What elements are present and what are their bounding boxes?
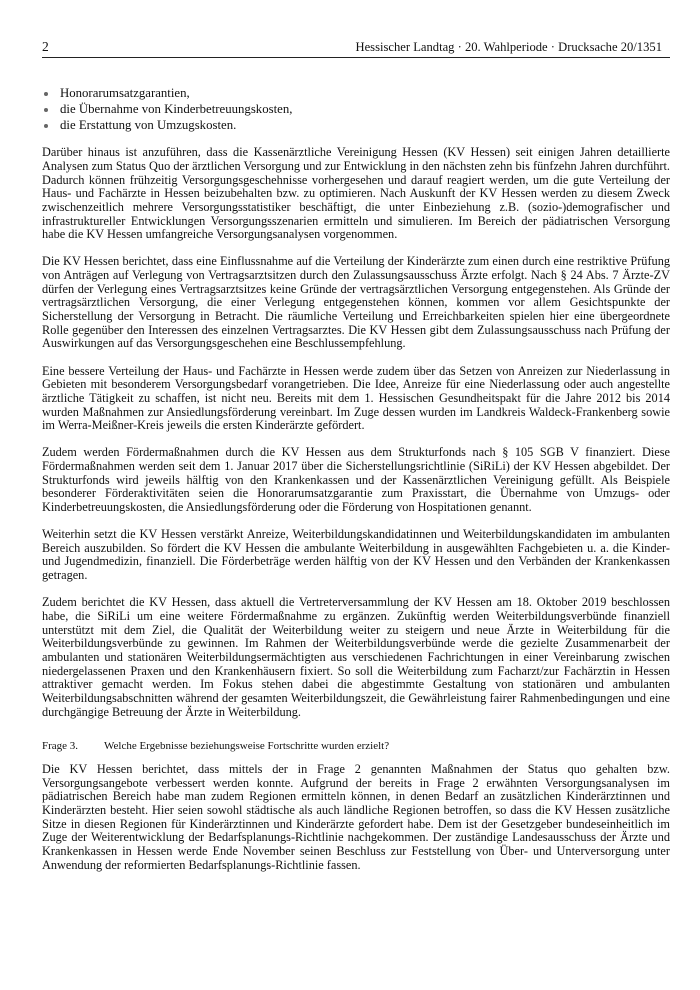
running-head: Hessischer Landtag · 20. Wahlperiode · Drucksache 20/1351 — [355, 40, 662, 54]
bullet-icon — [44, 92, 48, 96]
paragraph-relocation: Die KV Hessen berichtet, dass eine Einflussnahme auf die Verteilung der Kinderärzte zum einen durch eine restriktive Prüfung von Anträgen auf Verlegung von Vertragsarztsitzen durch den Zulassungsausschuss Ärzte erfolgt. Nach § 24 Abs. 7 Ärzte-ZV dürfen der Verlegung eines Vertragsarztsitzes keine Gründe der vertragsärztlichen Versorgung entgegenstehen. Als Gründe der vertragsärztlichen Versorgung, die einer Verlegung entgegenstehen können, kommen vor allem Gesichtspunkte der Sicherstellung der Versorgung in Betracht. Die räumliche Verteilung und Erreichbarkeiten spielen hier eine übergeordnete Rolle gegenüber den Interessen des einzelnen Vertragsarztes. Die KV Hessen gibt dem Zulassungsausschuss nach Prüfung der Auswirkungen auf das Versorgungsgeschehen eine Beschlussempfehlung. — [42, 254, 670, 351]
list-item: Honorarumsatzgarantien, — [42, 86, 670, 102]
paragraph-incentives: Eine bessere Verteilung der Haus- und Fachärzte in Hessen werde zudem über das Setzen von Anreizen zur Niederlassung in Gebieten mit besonderem Versorgungsbedarf vorangetrieben. Die Idee, Anreize für eine Niederlassung oder auch angestellte ärztliche Tätigkeit zu schaffen, ist nicht neu. Bereits mit dem 1. Hessischen Gesundheitspakt für die Jahre 2012 bis 2014 wurden Maßnahmen zur Ansiedlungsförderung vereinbart. Im Zuge dessen wurden im Landkreis Waldeck-Frankenberg sowie im Werra-Meißner-Kreis jeweils die ersten Kinderärzte gefördert. — [42, 363, 670, 433]
paragraph-analyses: Darüber hinaus ist anzuführen, dass die Kassenärztliche Vereinigung Hessen (KV Hessen) seit einigen Jahren detaillierte Analysen zum Status Quo der ärztlichen Versorgung und zur Entwicklung in den nächsten zehn bis fünfzehn Jahren durchführt. Dadurch können frühzeitig Versorgungsgeschehnisse vorhergesehen und darauf reagiert werden, um die gute Verteilung der Haus- und Fachärzte in Hessen beizubehalten bzw. zu optimieren. Nach Auskunft der KV Hessen werden zu diesem Zweck zwischenzeitlich mehrere Versorgungsstatistiker beschäftigt, die unter Einbeziehung z.B. (sozio-)demografischer und infrastruktureller Entwicklungen Versorgungsszenarien ermitteln und simulieren. Im Bereich der pädiatrischen Versorgung habe die KV Hessen umfangreiche Versorgungsanalysen vorgenommen. — [42, 145, 670, 242]
paragraph-training-networks: Zudem berichtet die KV Hessen, dass aktuell die Vertreterversammlung der KV Hessen am 18. Oktober 2019 beschlossen habe, die SiRiLi um eine weitere Fördermaßnahme zu ergänzen. Zukünftig werden Weiterbildungsverbünde finanziell unterstützt mit dem Ziel, die Qualität der Weiterbildung weiter zu steigern und neue Ärzte in Weiterbildung für die Weiterbildungsverbünde zu gewinnen. Im Rahmen der Weiterbildungsverbünde werde die gezielte Zusammenarbeit der ambulanten und stationären Weiterbildungsermächtigten aus verschiedenen Fachrichtungen in einer Vereinbarung zwischen niedergelassenen Praxen und den Krankenhäusern fixiert. So soll die Weiterbildung zum Facharzt/zur Fachärztin in Hessen attraktiver gemacht werden. Im Fokus stehen dabei die abgestimmte Gestaltung von stationären und ambulanten Weiterbildungsabschnitten während der gesamten Weiterbildungszeit, die Gewährleistung fairer Rahmenbedingungen und eine durchgängige Betreuung der Ärzte in Weiterbildung. — [42, 595, 670, 719]
page-number: 2 — [42, 39, 49, 54]
bullet-list — [42, 86, 670, 133]
paragraph-structural-fund: Zudem werden Fördermaßnahmen durch die KV Hessen aus dem Strukturfonds nach § 105 SGB V finanziert. Diese Fördermaßnahmen werden seit dem 1. Januar 2017 über die Sicherstellungsrichtlinie (SiRiLi) der KV Hessen abgebildet. Der Strukturfonds wird jeweils hälftig von den Krankenkassen und der Kassenärztlichen Vereinigung gefüllt. Als Beispiele besonderer Förderaktivitäten seien die Honorarumsatzgarantie zum Praxisstart, die Übernahme von Umzugs- oder Kinderbetreuungskosten, die Ansiedlungsförderung oder die Förderung von Hospitationen genannt. — [42, 445, 670, 514]
bullet-icon — [44, 124, 48, 128]
answer-paragraph: Die KV Hessen berichtet, dass mittels der in Frage 2 genannten Maßnahmen der Status quo gehalten bzw. Versorgungsangebote verbessert werden konnte. Aufgrund der bereits in Frage 2 erwähnten Versorgungsanalysen im pädiatrischen Bereich habe man zudem Regionen ermitteln können, in denen Bedarf an zusätzlichen Kinderärztinnen und Kinderärzten besteht. Hier seien sowohl städtische als auch ländliche Regionen betroffen, so dass die KV Hessen zusätzliche Sitze in diesen Regionen für Kinderärztinnen und Kinderärzte gefordert habe. Dem ist der Gesetzgeber bundeseinheitlich im Zuge der Weiterentwicklung der Bedarfsplanungs-Richtlinie nachgekommen. Der zuständige Landesausschuss der Ärzte und Krankenkassen in Hessen werde Ende November seinen Beschluss zur Feststellung von Über- und Unterversorgung unter Anwendung der reformierten Bedarfsplanungs-Richtlinie fassen. — [42, 762, 670, 872]
question-label: Frage 3. — [42, 740, 79, 753]
list-item: die Übernahme von Kinderbetreuungskosten, — [42, 102, 670, 118]
question-text: Welche Ergebnisse beziehungsweise Fortschritte wurden erzielt? — [104, 740, 390, 753]
bullet-icon — [44, 108, 48, 112]
paragraph-training: Weiterhin setzt die KV Hessen verstärkt Anreize, Weiterbildungskandidatinnen und Weiterbildungskandidaten im ambulanten Bereich auszubilden. So fördert die KV Hessen die ambulante Weiterbildung in ausgewählten Fachgebieten u. a. die Kinder- und Jugendmedizin, finanziell. Die Förderbeträge werden hälftig von der KV Hessen und den Verbänden der Krankenkassen getragen. — [42, 527, 670, 583]
question-heading — [42, 739, 670, 753]
document-body — [42, 86, 670, 872]
list-item: die Erstattung von Umzugskosten. — [42, 118, 670, 134]
page-header — [42, 39, 670, 58]
